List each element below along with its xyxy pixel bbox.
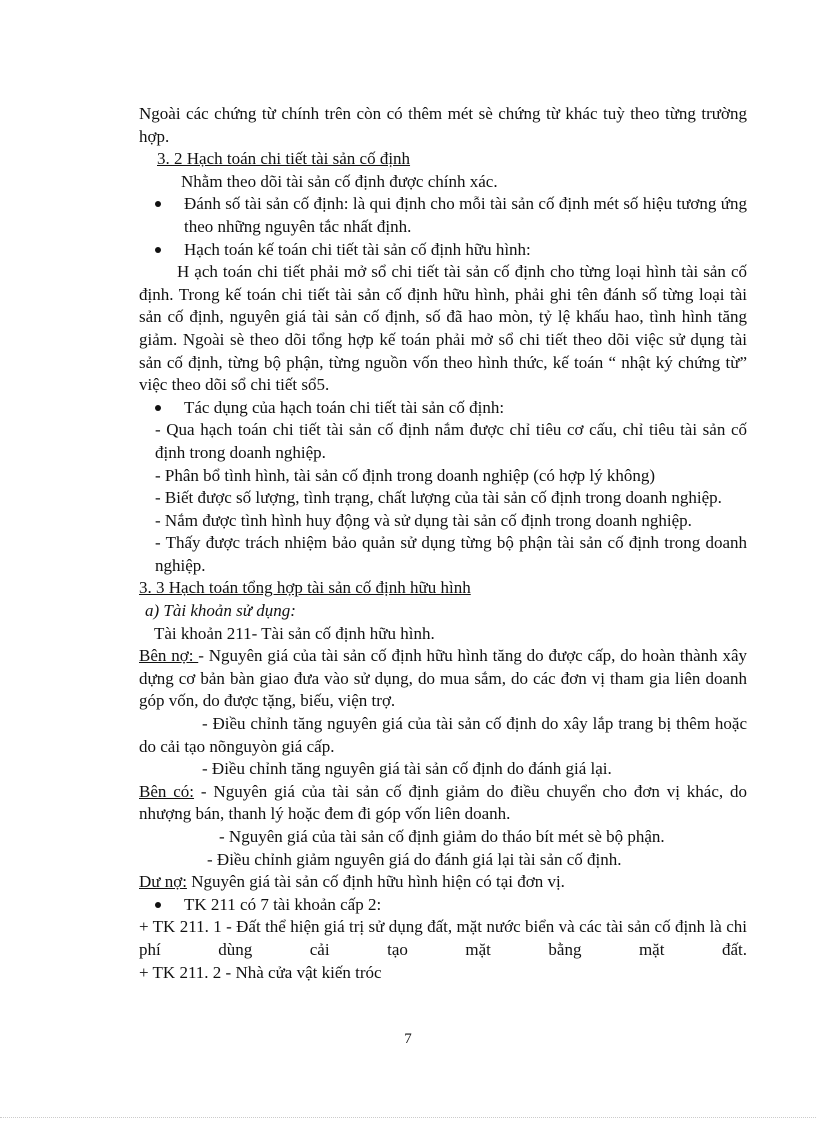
credit-item: - Điều chỉnh giảm nguyên giá do đánh giá lại tài sản cố định. — [207, 849, 622, 869]
credit-text: - Nguyên giá của tài sản cố định giảm do điều chuyển cho đơn vị khác, do nhượng bán, thanh lý hoặc đem đi góp vốn liên doanh. — [139, 781, 748, 824]
heading-3-2-text: 3. 2 Hạch toán chi tiết tài sản cố định — [157, 149, 411, 169]
balance-text: Nguyên giá tài sản cố định hữu hình hiện có tại đơn vị. — [186, 872, 565, 892]
page-number: 7 — [404, 1031, 412, 1047]
dash-item: - Biết được số lượng, tình trạng, chất lượng của tài sản cố định trong doanh nghiệp. — [155, 488, 722, 508]
bullet-icon — [155, 405, 161, 411]
dash-item: - Qua hạch toán chi tiết tài sản cố định nắm được chỉ tiêu cơ cấu, chỉ tiêu tài sản cố định trong doanh nghiệp. — [155, 420, 747, 462]
balance-paragraph — [139, 871, 747, 894]
purpose-line: Nhằm theo dõi tài sản cố định được chính xác. — [181, 171, 498, 191]
debit-paragraph — [139, 645, 747, 713]
bullet-text: Hạch toán kế toán chi tiết tài sản cố định hữu hình: — [184, 239, 531, 259]
dash-item: - Phân bổ tình hình, tài sản cố định trong doanh nghiệp (có hợp lý không) — [155, 465, 656, 485]
heading-section-3-3 — [139, 577, 747, 600]
debit-item: - Điều chỉnh tăng nguyên giá của tài sản cố định do xây lắp trang bị thêm hoặc do cải tạo nõnguyòn giá cấp. — [139, 714, 747, 756]
bullet-icon — [155, 201, 161, 207]
bullet-item — [139, 894, 747, 917]
page-body — [139, 103, 747, 984]
debit-item: - Điều chỉnh tăng nguyên giá tài sản cố định do đánh giá lại. — [202, 759, 612, 779]
detail-paragraph: H ạch toán chi tiết phải mở sổ chi tiết tài sản cố định cho từng loại hình tài sản cố định. Trong kế toán chi tiết tài sản cố định hữu hình, phải ghi tên đánh số từng loại tài sản cố định, nguyên giá tài sản cố định, số đã hao mòn, tỷ lệ khấu hao, tình hình tăng giảm. Ngoài sè theo dõi tổng hợp kế toán phải mở sổ chi tiết theo dõi việc sử dụng tài sản cố định, từng bộ phận, từng nguồn vốn theo hình thức, kế toán “ nhật ký chứng từ” việc theo dõi sổ chi tiết sổ5. — [139, 262, 747, 395]
tk-2111-line: + TK 211. 1 - Đất thể hiện giá trị sử dụng đất, mặt nước biển và các tài sản cố định là chi phí dùng cải tạo mặt bằng mặt đất. — [139, 917, 747, 959]
credit-item: - Nguyên giá của tài sản cố định giảm do tháo bít mét sè bộ phận. — [219, 827, 665, 846]
credit-label: Bên có: — [139, 781, 195, 801]
bullet-item — [139, 193, 747, 238]
debit-label: Bên nợ: — [139, 646, 199, 666]
intro-line: Ngoài các chứng từ chính trên còn có thêm mét sè chứng từ khác tuỳ theo từng trường hợp. — [139, 104, 747, 146]
bullet-text: Tác dụng của hạch toán chi tiết tài sản cố định: — [184, 397, 505, 417]
bullet-item — [139, 239, 747, 262]
bullet-item — [139, 397, 747, 420]
page-bottom-divider — [0, 1117, 816, 1118]
account-211-line: Tài khoản 211- Tài sản cố định hữu hình. — [154, 623, 435, 643]
bullet-text: TK 211 có 7 tài khoản cấp 2: — [184, 894, 382, 914]
subheading-accounts-used: a) Tài khoản sử dụng: — [145, 601, 296, 621]
tk-2112-line: + TK 211. 2 - Nhà cửa vật kiến tróc — [139, 962, 382, 982]
bullet-icon — [155, 247, 161, 253]
dash-item: - Nắm được tình hình huy động và sử dụng tài sản cố định trong doanh nghiệp. — [155, 510, 692, 530]
bullet-icon — [155, 902, 161, 908]
balance-label: Dư nợ: — [139, 872, 187, 892]
dash-item: - Thấy được trách nhiệm bảo quản sử dụng từng bộ phận tài sản cố định trong doanh nghiệp. — [155, 533, 747, 575]
heading-3-3-text: 3. 3 Hạch toán tổng hợp tài sản cố định hữu hình — [139, 578, 471, 598]
debit-text: - Nguyên giá của tài sản cố định hữu hình tăng do được cấp, do hoàn thành xây dựng cơ bản bàn giao đưa vào sử dụng, do mua sắm, do các đơn vị tham gia liên doanh góp vốn, do được tặng, biếu, viện trợ. — [139, 646, 747, 711]
heading-section-3-2 — [139, 148, 747, 171]
credit-paragraph — [139, 781, 747, 826]
bullet-text: Đánh số tài sản cố định: là qui định cho mỗi tài sản cố định mét số hiệu tương ứng theo những nguyên tắc nhất định. — [184, 194, 747, 236]
